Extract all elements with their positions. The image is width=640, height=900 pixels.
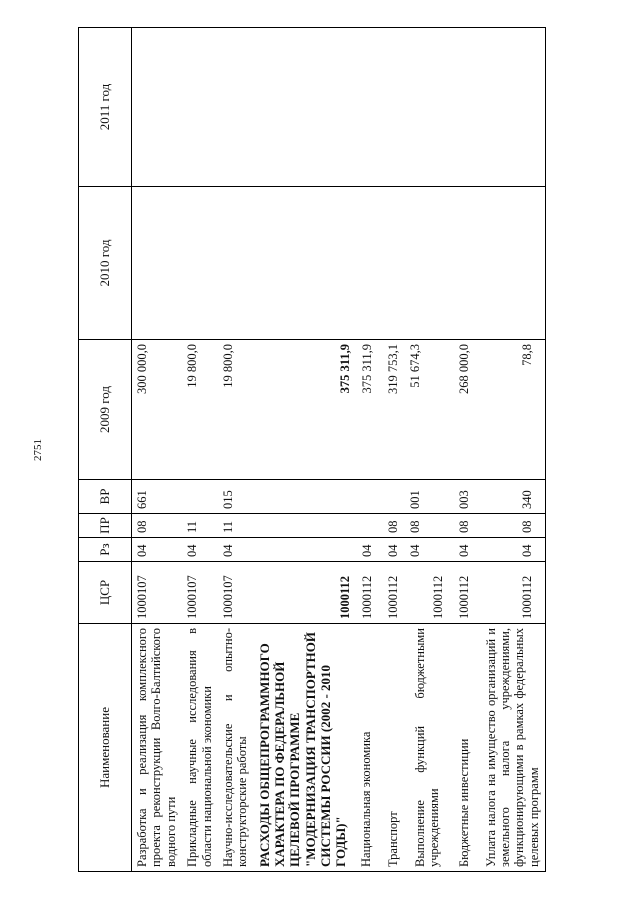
row-vr	[182, 480, 218, 514]
row-rz: 04	[182, 538, 218, 562]
header-pr: ПР	[79, 514, 132, 538]
row-vr	[378, 480, 404, 514]
row-pr: 11	[182, 514, 218, 538]
row-rz: 04	[378, 538, 404, 562]
table-row-section	[254, 28, 356, 872]
row-name: Выполнение функций бюджетными учреждениями	[405, 624, 449, 872]
row-2011	[132, 28, 183, 187]
row-rz: 04	[132, 538, 183, 562]
row-rz: 04	[218, 538, 254, 562]
header-2010: 2010 год	[79, 187, 132, 340]
row-name: Национальная экономика	[356, 624, 378, 872]
row-rz: 04	[405, 538, 449, 562]
header-rz: Рз	[79, 538, 132, 562]
row-pr: 08	[378, 514, 404, 538]
row-name: Научно-исследовательские и опытно-конструкторские работы	[218, 624, 254, 872]
row-2011	[449, 28, 475, 187]
row-csr: 1000112	[356, 562, 378, 624]
row-csr: 1000112	[449, 562, 475, 624]
row-vr: 661	[132, 480, 183, 514]
row-rz: 04	[476, 538, 546, 562]
row-2011	[254, 28, 356, 187]
row-2011	[405, 28, 449, 187]
row-vr: 340	[476, 480, 546, 514]
row-name: Бюджетные инвестиции	[449, 624, 475, 872]
rotated-page	[78, 28, 562, 872]
row-vr: 015	[218, 480, 254, 514]
row-2009: 51 674,3	[405, 340, 449, 480]
row-vr: 003	[449, 480, 475, 514]
header-2011: 2011 год	[79, 28, 132, 187]
row-name: РАСХОДЫ ОБЩЕПРОГРАММНОГО ХАРАКТЕРА ПО ФЕДЕРАЛЬНОЙ ЦЕЛЕВОЙ ПРОГРАММЕ "МОДЕРНИЗАЦИЯ ТРАНСПОРТНОЙ СИСТЕМЫ РОССИИ (2002 - 2010 ГОДЫ)"	[254, 624, 356, 872]
row-2010	[476, 187, 546, 340]
row-csr: 1000112	[476, 562, 546, 624]
row-pr: 08	[476, 514, 546, 538]
row-2009: 19 800,0	[218, 340, 254, 480]
header-2009: 2009 год	[79, 340, 132, 480]
row-rz: 04	[356, 538, 378, 562]
row-vr: 001	[405, 480, 449, 514]
row-csr: 1000112	[378, 562, 404, 624]
row-2009: 19 800,0	[182, 340, 218, 480]
row-pr: 08	[449, 514, 475, 538]
row-pr	[356, 514, 378, 538]
table-row	[132, 28, 183, 872]
row-2010	[449, 187, 475, 340]
header-vr: ВР	[79, 480, 132, 514]
row-2009: 78,8	[476, 340, 546, 480]
page-number: 2751	[32, 439, 44, 461]
row-2010	[218, 187, 254, 340]
row-csr: 1000112	[254, 562, 356, 624]
row-2009: 300 000,0	[132, 340, 183, 480]
row-2010	[182, 187, 218, 340]
row-pr: 08	[132, 514, 183, 538]
row-2009: 375 311,9	[356, 340, 378, 480]
row-csr: 1000107	[218, 562, 254, 624]
row-vr	[254, 480, 356, 514]
row-csr: 1000112	[405, 562, 449, 624]
table-row	[218, 28, 254, 872]
row-name: Прикладные научные исследования в области национальной экономики	[182, 624, 218, 872]
row-2011	[476, 28, 546, 187]
row-2011	[218, 28, 254, 187]
row-2009: 268 000,0	[449, 340, 475, 480]
row-rz	[254, 538, 356, 562]
row-name: Транспорт	[378, 624, 404, 872]
row-2010	[356, 187, 378, 340]
table-row	[405, 28, 449, 872]
row-2009: 375 311,9	[254, 340, 356, 480]
table-row	[449, 28, 475, 872]
header-name: Наименование	[79, 624, 132, 872]
table-row	[378, 28, 404, 872]
row-csr: 1000107	[132, 562, 183, 624]
row-2011	[356, 28, 378, 187]
row-2010	[132, 187, 183, 340]
row-2010	[405, 187, 449, 340]
row-2009: 319 753,1	[378, 340, 404, 480]
table-row	[182, 28, 218, 872]
row-name: Разработка и реализация комплексного проекта реконструкции Волго-Балтийского водного пути	[132, 624, 183, 872]
row-2011	[182, 28, 218, 187]
row-2011	[378, 28, 404, 187]
table-row	[356, 28, 378, 872]
row-vr	[356, 480, 378, 514]
header-csr: ЦСР	[79, 562, 132, 624]
header-row	[79, 28, 132, 872]
row-csr: 1000107	[182, 562, 218, 624]
row-name: Уплата налога на имущество организаций и земельного налога учреждениями, функционирующими в рамках федеральных целевых программ	[476, 624, 546, 872]
row-2010	[378, 187, 404, 340]
row-2010	[254, 187, 356, 340]
row-pr: 08	[405, 514, 449, 538]
row-pr	[254, 514, 356, 538]
row-rz: 04	[449, 538, 475, 562]
budget-table	[78, 27, 546, 872]
table-row	[476, 28, 546, 872]
row-pr: 11	[218, 514, 254, 538]
